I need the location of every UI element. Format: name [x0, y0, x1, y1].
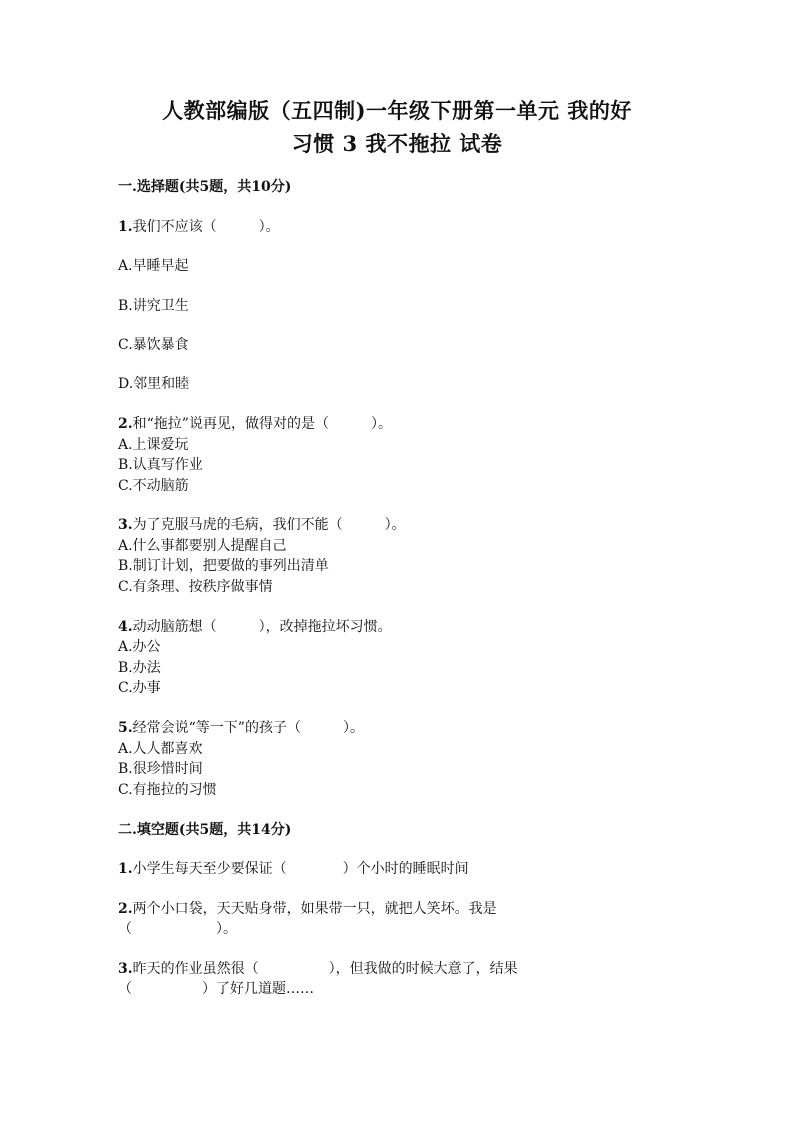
option-c: C.有拖拉的习惯 — [118, 782, 217, 798]
question-number: 2. — [118, 901, 133, 917]
option-c: C.办事 — [118, 680, 161, 696]
option-b: B.认真写作业 — [118, 457, 203, 473]
question-text: 为了克服马虎的毛病，我们不能（ ）。 — [132, 517, 406, 533]
question-number: 3. — [118, 961, 133, 977]
question-text: 动动脑筋想（ ），改掉拖拉坏习惯。 — [132, 619, 392, 635]
option-d: D.邻里和睦 — [118, 376, 190, 392]
question-text: 昨天的作业虽然很（ ），但我做的时候大意了，结果 — [132, 961, 518, 977]
question-number: 1. — [118, 861, 133, 877]
section-heading-fill-blank: 二.填空题(共5题，共14分) — [118, 822, 292, 838]
question-number: 3. — [118, 517, 133, 533]
document-title-line-2: 习惯 3 我不拖拉 试卷 — [291, 131, 503, 156]
question-text: 我们不应该（ ）。 — [132, 219, 280, 235]
option-a: A.什么事都要别人提醒自己 — [118, 538, 287, 554]
option-c: C.暴饮暴食 — [118, 337, 189, 353]
option-a: A.办公 — [118, 639, 161, 655]
section-heading-choice: 一.选择题(共5题，共10分) — [118, 179, 292, 195]
question-text: 经常会说“等一下”的孩子（ ）。 — [132, 720, 364, 736]
option-a: A.人人都喜欢 — [118, 741, 203, 757]
question-stem — [118, 959, 518, 979]
question-text: 和“拖拉”说再见，做得对的是（ ）。 — [132, 416, 392, 432]
option-b: B.办法 — [118, 660, 161, 676]
question-number: 5. — [118, 720, 133, 736]
option-c: C.不动脑筋 — [118, 478, 189, 494]
document-title-line-1: 人教部编版（五四制)一年级下册第一单元 我的好 — [162, 98, 632, 123]
option-b: B.讲究卫生 — [118, 298, 189, 314]
question-text-continued: （ ）。 — [118, 921, 237, 937]
question-text: 两个小口袋，天天贴身带，如果带一只，就把人笑坏。我是 — [132, 901, 497, 917]
option-a: A.早睡早起 — [118, 258, 189, 274]
option-b: B.制订计划，把要做的事列出清单 — [118, 558, 329, 574]
question-stem — [118, 217, 280, 237]
question-text: 小学生每天至少要保证（ ）个小时的睡眠时间 — [132, 861, 469, 877]
option-a: A.上课爱玩 — [118, 437, 189, 453]
option-c: C.有条理、按秩序做事情 — [118, 579, 273, 595]
option-b: B.很珍惜时间 — [118, 761, 203, 777]
question-number: 2. — [118, 416, 133, 432]
question-stem — [118, 414, 392, 434]
question-text-continued: （ ）了好几道题…… — [118, 981, 314, 997]
question-stem — [118, 718, 364, 738]
question-stem — [118, 899, 497, 919]
question-number: 1. — [118, 219, 133, 235]
question-stem — [118, 515, 406, 535]
question-stem — [118, 859, 469, 879]
question-stem — [118, 617, 392, 637]
question-number: 4. — [118, 619, 133, 635]
